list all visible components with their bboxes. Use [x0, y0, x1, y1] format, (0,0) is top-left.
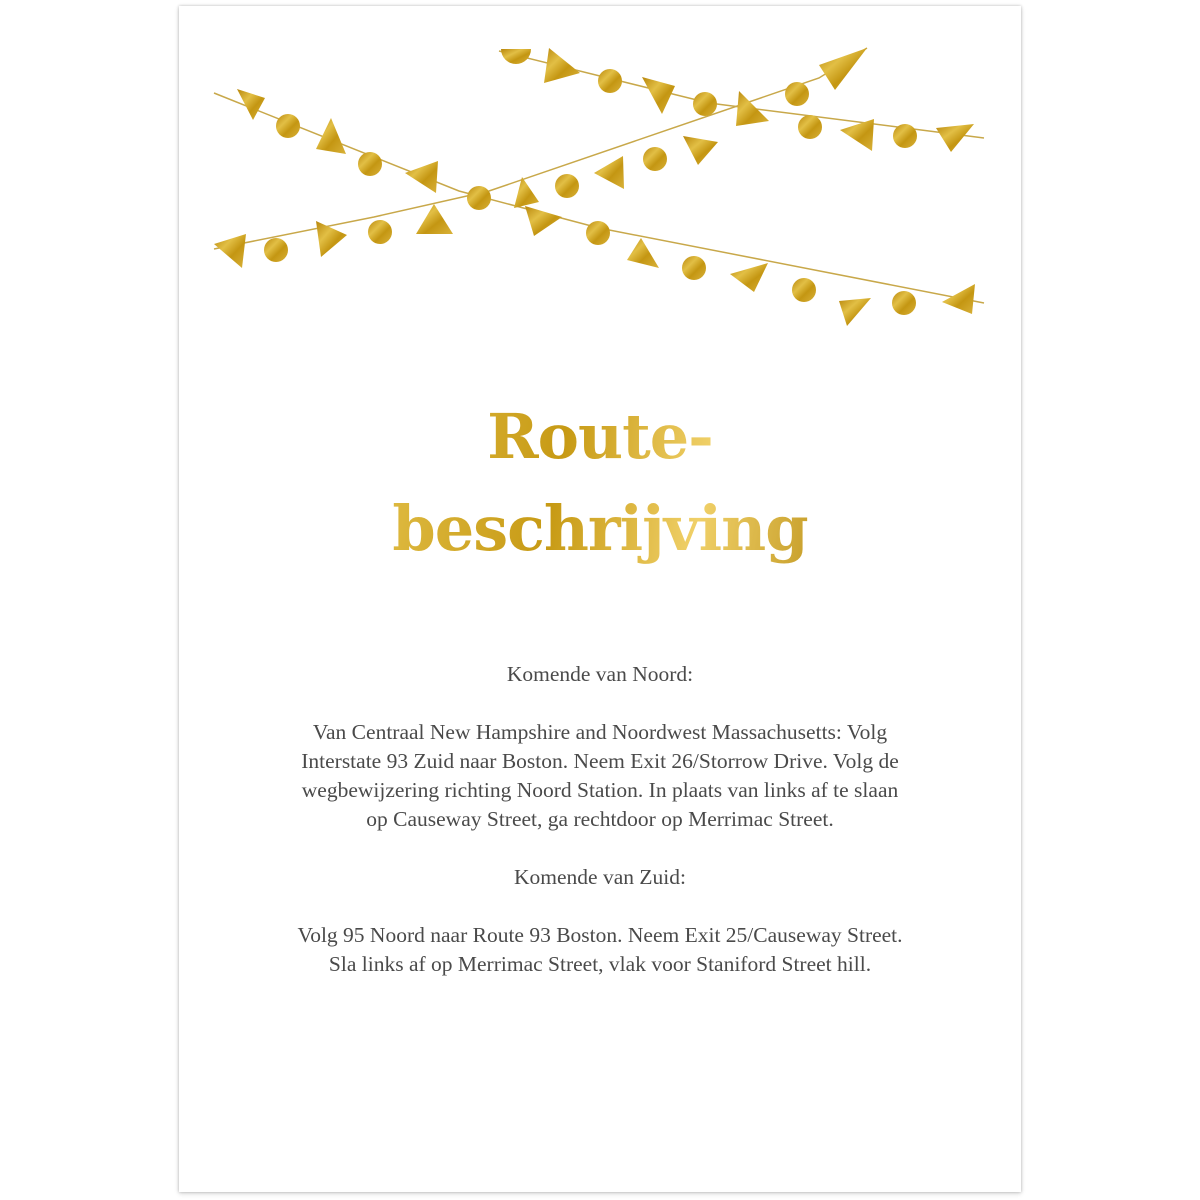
route-card: [179, 6, 1021, 1192]
page-title: [179, 391, 1021, 575]
directions-text: [289, 660, 911, 1008]
bunting-garland-decoration: [179, 6, 1021, 336]
north-heading: Komende van Noord:: [506, 662, 694, 686]
title-line-1: Route-: [487, 400, 713, 473]
title-line-2: beschrijving: [392, 492, 808, 565]
north-directions: Van Centraal New Hampshire and Noordwest Massachusetts: Volg Interstate 93 Zuid naar Boston. Neem Exit 26/Storrow Drive. Volg de wegbewijzering richting Noord Station. In plaats van links af te slaan op Causeway Street, ga rechtdoor op Merrimac Street.: [301, 720, 899, 831]
south-heading: Komende van Zuid:: [514, 865, 686, 889]
south-directions: Volg 95 Noord naar Route 93 Boston. Neem Exit 25/Causeway Street. Sla links af op Merrimac Street, vlak voor Staniford Street hill.: [297, 923, 903, 976]
garland-flags: [214, 48, 975, 326]
